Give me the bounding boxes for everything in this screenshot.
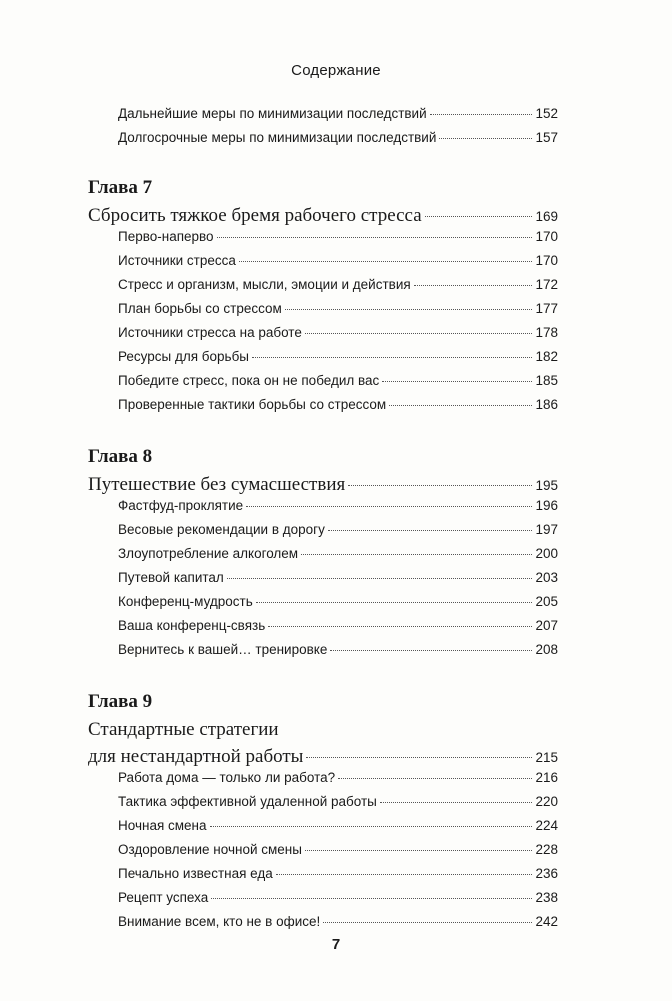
toc-entry-title: Фастфуд-проклятие [118,498,244,513]
chapter-heading: Глава 8 [88,446,153,467]
dot-leader [252,357,532,358]
dot-leader [211,898,532,899]
dot-leader [348,485,532,486]
toc-entry-page: 228 [535,842,558,857]
toc-entry-page: 197 [535,522,558,537]
toc-entry-title: План борьбы со стрессом [118,301,282,316]
toc-entry-page: 170 [535,253,558,268]
toc-entry [88,498,558,522]
dot-leader [328,530,533,531]
toc-entry-page: 242 [535,914,558,929]
dot-leader [338,778,532,779]
dot-leader [430,114,533,115]
toc-entry-title: Дальнейшие меры по минимизации последствий [118,106,427,121]
toc-entry-title: Рецепт успеха [118,890,209,905]
toc-entry-title: Перво-наперво [118,229,214,244]
toc-entry-page: 157 [535,130,558,145]
toc-entry-page: 207 [535,618,558,633]
toc-entry-title: Тактика эффективной удаленной работы [118,794,377,809]
dot-leader [210,826,533,827]
toc-entry [88,277,558,301]
toc-entry-title: Работа дома — только ли работа? [118,770,336,785]
toc-entry [88,842,558,866]
dot-leader [380,802,533,803]
toc-entry [88,794,558,818]
chapter-page: 169 [535,209,558,224]
toc-entry [88,546,558,570]
dot-leader [306,757,532,758]
chapter-title-row [88,471,558,498]
toc-entry-page: 182 [535,349,558,364]
toc-entry-title: Печально известная еда [118,866,273,881]
toc-entry-page: 178 [535,325,558,340]
toc-entry [88,349,558,373]
toc-entry [88,818,558,842]
toc-entry-page: 236 [535,866,558,881]
dot-leader [439,138,532,139]
toc-entry [88,325,558,349]
dot-leader [227,578,533,579]
toc-entry [88,253,558,277]
toc-entry-title: Источники стресса на работе [118,325,302,340]
toc-entry [88,570,558,594]
dot-leader [246,506,532,507]
toc-entry [88,866,558,890]
running-head: Содержание [291,62,381,79]
chapter-heading: Глава 9 [88,691,153,712]
dot-leader [305,850,533,851]
chapter-title-row [88,202,558,229]
toc-entry-title: Ваша конференц-связь [118,618,266,633]
chapter-title: Сбросить тяжкое бремя рабочего стресса [88,205,422,226]
toc-entry-page: 224 [535,818,558,833]
chapter-title-row [88,743,558,770]
toc-entry-title: Вернитесь к вашей… тренировке [118,642,328,657]
toc-entry-page: 216 [535,770,558,785]
chapter-title-line: Стандартные стратегии [88,719,279,740]
table-of-contents [88,106,558,938]
toc-entry-page: 185 [535,373,558,388]
toc-entry [88,642,558,666]
toc-entry-title: Весовые рекомендации в дорогу [118,522,325,537]
toc-entry-title: Ресурсы для борьбы [118,349,250,364]
toc-entry-title: Путевой капитал [118,570,224,585]
dot-leader [276,874,533,875]
dot-leader [256,602,533,603]
dot-leader [301,554,532,555]
toc-entry-title: Стресс и организм, мысли, эмоции и действия [118,277,411,292]
toc-entry-page: 170 [535,229,558,244]
dot-leader [323,922,532,923]
toc-entry-title: Злоупотребление алкоголем [118,546,299,561]
toc-entry-title: Источники стресса [118,253,236,268]
chapter-page: 215 [535,750,558,765]
toc-entry-title: Долгосрочные меры по минимизации последствий [118,130,437,145]
toc-entry-page: 208 [535,642,558,657]
toc-entry-page: 200 [535,546,558,561]
toc-entry-title: Проверенные тактики борьбы со стрессом [118,397,387,412]
toc-entry [88,594,558,618]
toc-entry [88,373,558,397]
toc-entry [88,301,558,325]
toc-entry-page: 186 [535,397,558,412]
toc-entry [88,770,558,794]
toc-entry-page: 220 [535,794,558,809]
toc-entry [88,618,558,642]
toc-entry-page: 172 [535,277,558,292]
dot-leader [268,626,532,627]
toc-entry-title: Конференц-мудрость [118,594,253,609]
chapter-title: Путешествие без сумасшествия [88,474,346,495]
dot-leader [389,405,532,406]
dot-leader [330,650,532,651]
toc-entry [88,130,558,154]
dot-leader [217,237,533,238]
toc-entry [88,890,558,914]
dot-leader [305,333,533,334]
toc-entry-page: 152 [535,106,558,121]
toc-entry-title: Оздоровление ночной смены [118,842,302,857]
toc-entry [88,397,558,421]
dot-leader [285,309,533,310]
toc-entry-page: 196 [535,498,558,513]
toc-entry-page: 238 [535,890,558,905]
page-number: 7 [331,936,341,953]
dot-leader [239,261,533,262]
chapter-title: для нестандартной работы [88,746,304,767]
dot-leader [414,285,533,286]
toc-entry [88,106,558,130]
dot-leader [425,216,533,217]
toc-entry-page: 177 [535,301,558,316]
toc-entry-title: Ночная смена [118,818,207,833]
toc-entry-page: 205 [535,594,558,609]
toc-entry [88,914,558,938]
toc-entry [88,522,558,546]
toc-entry-title: Победите стресс, пока он не победил вас [118,373,380,388]
chapter-heading: Глава 7 [88,177,153,198]
toc-entry [88,229,558,253]
toc-entry-title: Внимание всем, кто не в офисе! [118,914,321,929]
toc-entry-page: 203 [535,570,558,585]
chapter-page: 195 [535,478,558,493]
dot-leader [382,381,532,382]
